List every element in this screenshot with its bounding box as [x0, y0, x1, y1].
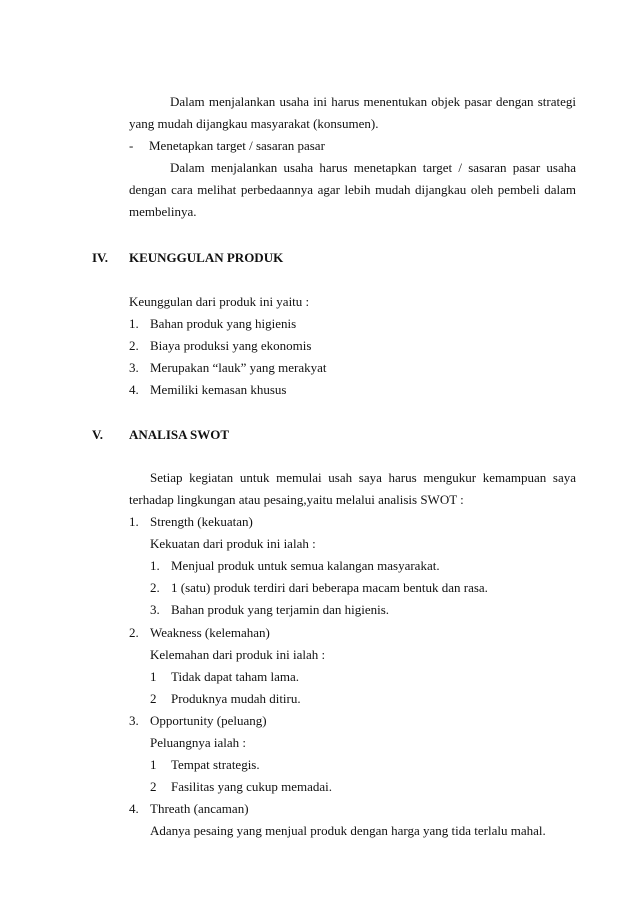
- bullet-marker: -: [129, 138, 134, 153]
- list-item: Memiliki kemasan khusus: [150, 382, 287, 397]
- list-item: Fasilitas yang cukup memadai.: [171, 779, 333, 794]
- list-number: 1.: [129, 514, 139, 529]
- list-item: Menjual produk untuk semua kalangan masyarakat.: [171, 558, 440, 573]
- paragraph-line: membelinya.: [129, 204, 197, 219]
- paragraph-line: dengan cara melihat perbedaannya agar lebih mudah dijangkau oleh pembeli dalam: [129, 182, 576, 197]
- list-number: 2: [150, 779, 157, 794]
- list-number: 2.: [129, 338, 139, 353]
- paragraph-line: Keunggulan dari produk ini yaitu :: [129, 294, 310, 309]
- list-number: 2.: [150, 580, 160, 595]
- list-item: Biaya produksi yang ekonomis: [150, 338, 312, 353]
- list-number: 3.: [129, 360, 139, 375]
- paragraph-line: terhadap lingkungan atau pesaing,yaitu melalui analisis SWOT :: [129, 492, 464, 507]
- swot-heading: Threath (ancaman): [150, 801, 249, 816]
- list-number: 1: [150, 757, 157, 772]
- list-number: 4.: [129, 801, 139, 816]
- list-item: Bahan produk yang higienis: [150, 316, 297, 331]
- list-number: 1: [150, 669, 157, 684]
- section-heading: KEUNGGULAN PRODUK: [129, 250, 284, 265]
- list-item: Bahan produk yang terjamin dan higienis.: [171, 602, 390, 617]
- swot-lead: Kekuatan dari produk ini ialah :: [150, 536, 316, 551]
- paragraph-line: Dalam menjalankan usaha harus menetapkan target / sasaran pasar usaha: [170, 160, 576, 175]
- swot-lead: Kelemahan dari produk ini ialah :: [150, 647, 326, 662]
- list-number: 3.: [150, 602, 160, 617]
- paragraph-line: Dalam menjalankan usaha ini harus menentukan objek pasar dengan strategi: [170, 94, 576, 109]
- list-number: 3.: [129, 713, 139, 728]
- bullet-item: Menetapkan target / sasaran pasar: [149, 138, 325, 153]
- list-item: Tidak dapat taham lama.: [171, 669, 300, 684]
- list-number: 1.: [150, 558, 160, 573]
- list-number: 4.: [129, 382, 139, 397]
- list-item: Tempat strategis.: [171, 757, 260, 772]
- section-number: V.: [92, 427, 103, 442]
- list-number: 2: [150, 691, 157, 706]
- section-heading: ANALISA SWOT: [129, 427, 230, 442]
- swot-heading: Strength (kekuatan): [150, 514, 253, 529]
- list-item: Produknya mudah ditiru.: [171, 691, 301, 706]
- swot-lead: Adanya pesaing yang menjual produk dengan harga yang tida terlalu mahal.: [150, 823, 546, 838]
- swot-heading: Weakness (kelemahan): [150, 625, 270, 640]
- section-number: IV.: [92, 250, 109, 265]
- list-number: 1.: [129, 316, 139, 331]
- list-item: Merupakan “lauk” yang merakyat: [150, 360, 327, 375]
- paragraph-line: yang mudah dijangkau masyarakat (konsumen).: [129, 116, 379, 131]
- swot-heading: Opportunity (peluang): [150, 713, 267, 728]
- paragraph-line: Setiap kegiatan untuk memulai usah saya harus mengukur kemampuan saya: [150, 470, 576, 485]
- swot-lead: Peluangnya ialah :: [150, 735, 247, 750]
- list-number: 2.: [129, 625, 139, 640]
- list-item: 1 (satu) produk terdiri dari beberapa macam bentuk dan rasa.: [171, 580, 488, 595]
